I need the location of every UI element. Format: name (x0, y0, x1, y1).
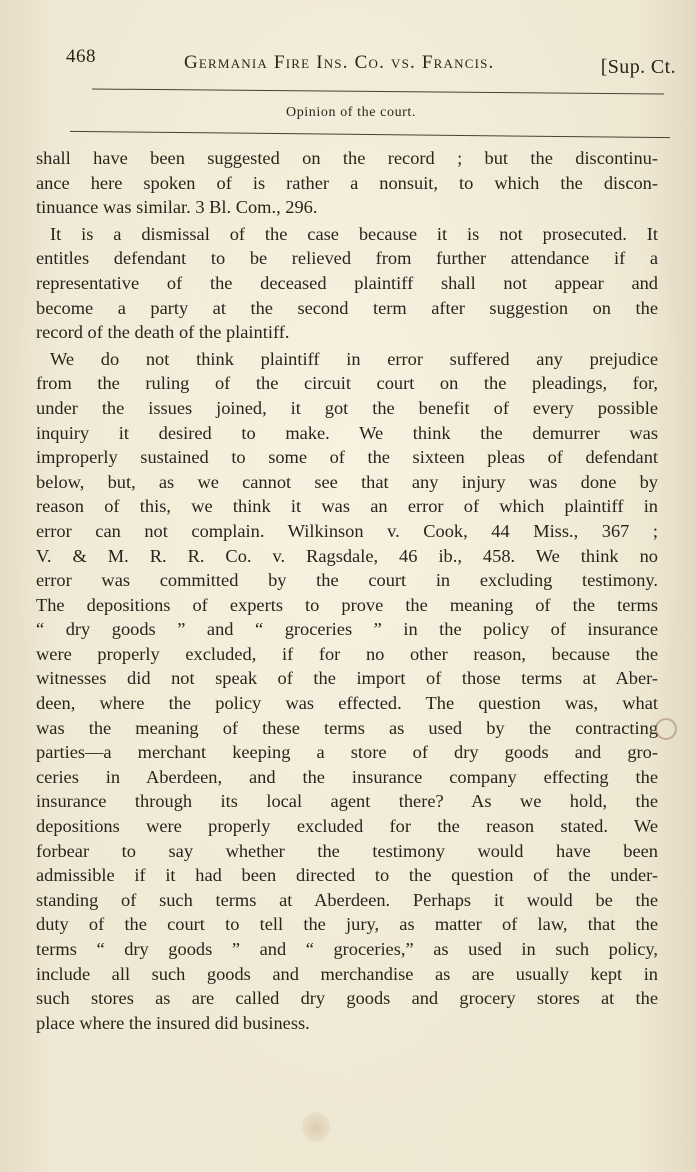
ink-ring-mark (655, 718, 677, 740)
text-line: improperly sustained to some of the sixteen pleas of defendant (36, 447, 658, 468)
text-line: such stores as are called dry goods and grocery stores at the (36, 988, 658, 1009)
page-number: 468 (66, 46, 96, 67)
text-line: depositions were properly excluded for the reason stated. We (36, 816, 658, 837)
text-line: under the issues joined, it got the benefit of every possible (36, 397, 658, 418)
text-line: V. & M. R. R. Co. v. Ragsdale, 46 ib., 458. We think no (36, 545, 658, 566)
text-line: insurance through its local agent there? As we hold, the (36, 791, 658, 812)
paragraph-1 (36, 146, 658, 220)
text-line: ceries in Aberdeen, and the insurance company effecting the (36, 766, 658, 787)
text-line: error was committed by the court in excluding testimony. (36, 570, 658, 591)
text-line: admissible if it had been directed to the question of the under- (36, 865, 658, 886)
text-line: representative of the deceased plaintiff shall not appear and (36, 272, 658, 293)
paper-stain (302, 1112, 330, 1142)
text-line: tinuance was similar. 3 Bl. Com., 296. (36, 197, 318, 218)
text-line: We do not think plaintiff in error suffered any prejudice (50, 348, 658, 369)
text-line: parties—a merchant keeping a store of dry goods and gro- (36, 742, 658, 763)
text-line: error can not complain. Wilkinson v. Cook, 44 Miss., 367 ; (36, 520, 658, 541)
paragraph-2 (36, 222, 658, 345)
text-line: ance here spoken of is rather a nonsuit, to which the discon- (36, 172, 658, 193)
text-line: witnesses did not speak of the import of those terms at Aber- (36, 668, 658, 689)
text-line: entitles defendant to be relieved from further attendance if a (36, 248, 658, 269)
text-line: standing of such terms at Aberdeen. Perhaps it would be the (36, 889, 658, 910)
text-line: The depositions of experts to prove the meaning of the terms (36, 594, 658, 615)
text-line: reason of this, we think it was an error of which plaintiff in (36, 496, 658, 517)
text-line: inquiry it desired to make. We think the demurrer was (36, 422, 658, 443)
text-line: terms “ dry goods ” and “ groceries,” as used in such policy, (36, 939, 658, 959)
text-line: from the ruling of the circuit court on the pleadings, for, (36, 373, 658, 394)
running-head (66, 40, 676, 80)
text-line: place where the insured did business. (36, 1012, 310, 1033)
text-line: include all such goods and merchandise as are usually kept in (36, 963, 658, 984)
paragraph-3 (36, 347, 658, 1036)
text-line: record of the death of the plaintiff. (36, 322, 290, 343)
text-line: “ dry goods ” and “ groceries ” in the policy of insurance (36, 619, 658, 640)
text-line: It is a dismissal of the case because it is not prosecuted. It (50, 223, 658, 244)
text-line: was the meaning of these terms as used by the contracting (36, 717, 658, 738)
header-rule-top (92, 89, 664, 95)
text-line: become a party at the second term after suggestion on the (36, 297, 658, 318)
text-line: were properly excluded, if for no other reason, because the (36, 643, 658, 664)
text-line: deen, where the policy was effected. The question was, what (36, 693, 658, 714)
section-heading: Opinion of the court. (286, 105, 417, 120)
case-title: Germania Fire Ins. Co. vs. Francis. (184, 52, 495, 73)
opinion-text (36, 146, 658, 1037)
court-reference: [Sup. Ct. (600, 56, 676, 78)
header-rule-bottom (70, 131, 670, 138)
text-line: duty of the court to tell the jury, as matter of law, that the (36, 914, 658, 935)
text-line: shall have been suggested on the record ; but the discontinu- (36, 148, 658, 168)
text-line: forbear to say whether the testimony would have been (36, 840, 658, 861)
text-line: below, but, as we cannot see that any injury was done by (36, 471, 658, 492)
